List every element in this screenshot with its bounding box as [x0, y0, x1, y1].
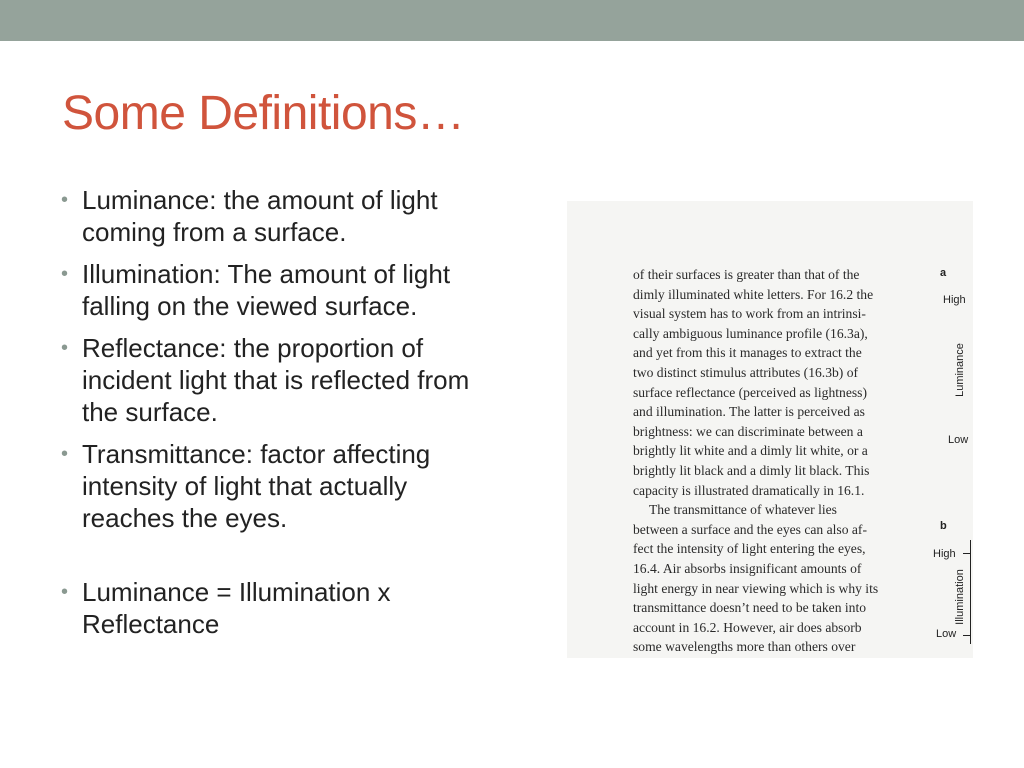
bullet-dot: • [61, 337, 69, 359]
excerpt-line: capacity is illustrated dramatically in 16.1. [633, 482, 865, 498]
bullet-text: the surface. [82, 397, 218, 427]
excerpt-line: account in 16.2. However, air does absorb [633, 619, 862, 635]
excerpt-line: transmittance doesn’t need to be taken into [633, 600, 867, 616]
excerpt-line: 16.4. Air absorbs insignificant amounts of [633, 560, 862, 576]
excerpt-line: and yet from this it manages to extract the [633, 345, 862, 361]
bullet-item-equation [58, 576, 558, 640]
bullet-dot: • [61, 443, 69, 465]
excerpt-line: surface reflectance (perceived as lightness) [633, 384, 867, 400]
bullet-text: Luminance: the amount of light [82, 185, 438, 215]
bullet-dot: • [61, 581, 69, 603]
excerpt-line: brightly lit black and a dimly lit black. This [633, 462, 870, 478]
excerpt-line: two distinct stimulus attributes (16.3b) of [633, 364, 859, 380]
top-banner [0, 0, 1024, 41]
excerpt-line: cally ambiguous luminance profile (16.3a), [633, 325, 868, 341]
figure-panel-b-label: b [940, 520, 947, 532]
bullet-text: incident light that is reflected from [82, 365, 470, 395]
bullet-item-luminance [58, 184, 558, 248]
excerpt-line: some wavelengths more than others over [633, 639, 856, 655]
excerpt-line: of their surfaces is greater than that of the [633, 267, 860, 282]
bullet-text: falling on the viewed surface. [82, 291, 418, 321]
excerpt-line: brightly lit white and a dimly lit white, or a [633, 443, 868, 459]
bullet-text: Reflectance [82, 609, 220, 639]
bullet-list [58, 184, 558, 650]
bullet-dot: • [61, 263, 69, 285]
figure-b-low-tick [963, 635, 970, 636]
figure-b-low-label: Low [936, 628, 957, 640]
figure-a-low-label: Low [948, 434, 969, 446]
bullet-text: Transmittance: factor affecting [82, 439, 431, 469]
figure-a-luminance-axis-label: Luminance [954, 343, 966, 397]
figure-b-high-label: High [933, 548, 956, 560]
excerpt-line: light energy in near viewing which is why its [633, 580, 879, 596]
bullet-item-transmittance [58, 438, 558, 534]
bullet-text: coming from a surface. [82, 217, 347, 247]
excerpt-text [633, 265, 925, 657]
excerpt-line: The transmittance of whatever lies [649, 502, 837, 518]
book-excerpt-image [567, 201, 973, 658]
bullet-text: reaches the eyes. [82, 503, 288, 533]
figure-b-illumination-axis-label: Illumination [954, 569, 966, 625]
bullet-text: intensity of light that actually [82, 471, 408, 501]
bullet-item-illumination [58, 258, 558, 322]
figure-panel-a-label: a [940, 267, 947, 279]
figure-b-axis-line [970, 540, 971, 644]
excerpt-line: visual system has to work from an intrinsi- [633, 306, 866, 322]
bullet-text: Illumination: The amount of light [82, 259, 451, 289]
excerpt-line: between a surface and the eyes can also af- [633, 521, 867, 537]
excerpt-line: fect the intensity of light entering the eyes, [633, 541, 866, 557]
bullet-text: Luminance = Illumination x [82, 577, 391, 607]
excerpt-line: and illumination. The latter is perceived as [633, 404, 865, 420]
slide-title: Some Definitions… [62, 87, 465, 140]
excerpt-line: brightness: we can discriminate between a [633, 423, 863, 439]
excerpt-line: dimly illuminated white letters. For 16.2 the [633, 286, 874, 302]
bullet-dot: • [61, 189, 69, 211]
bullet-text: Reflectance: the proportion of [82, 333, 424, 363]
bullet-item-reflectance [58, 332, 558, 428]
figure-a-high-label: High [943, 294, 966, 306]
figure-b-high-tick [963, 553, 970, 554]
